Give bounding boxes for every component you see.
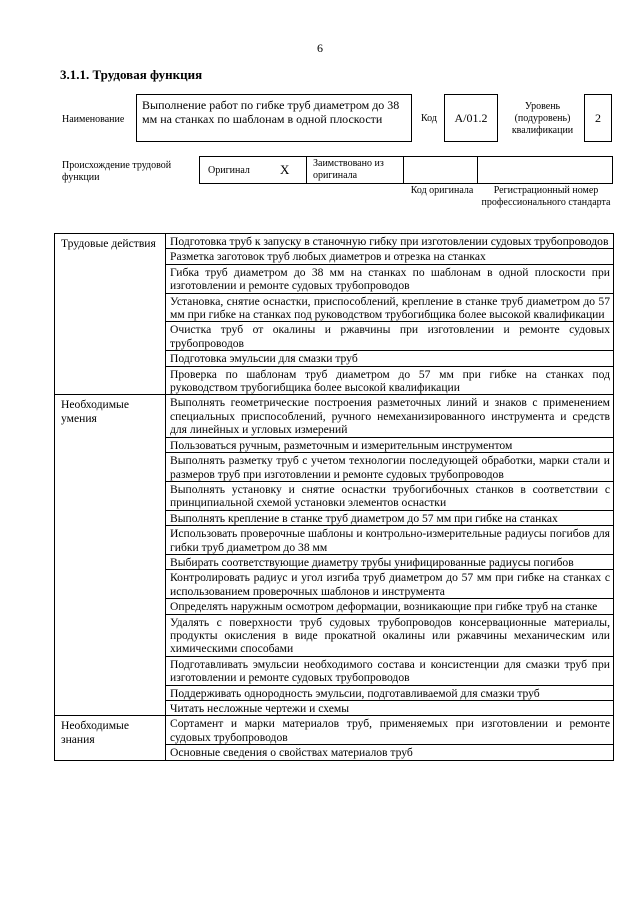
divider [306,157,307,183]
section-item: Удалять с поверхности труб судовых трубопроводов консервационные материалы, продукты окисления в виде прокатной окалины или ржавчины механическим или химическими способами [166,614,614,656]
original-mark: X [280,162,290,177]
reg-number-caption: Регистрационный номер профессионального стандарта [481,185,611,208]
section-item: Подготовка эмульсии для смазки труб [166,351,614,366]
code-value-box [444,94,498,142]
table-row [55,395,614,437]
section-item: Использовать проверочные шаблоны и контрольно-измерительные радиусы погибов для гибки труб диаметром до 38 мм [166,526,614,555]
function-name-value: Выполнение работ по гибке труб диаметром до 38 мм на станках по шаблонам в одной плоскости [142,98,400,126]
section-title: Необходимые знания [55,716,166,760]
divider [477,157,478,183]
section-item: Разметка заготовок труб любых диаметров и отрезка на станках [166,249,614,264]
section-item: Поддерживать однородность эмульсии, подготавливаемой для смазки труб [166,685,614,700]
section-item: Сортамент и марки материалов труб, применяемых при изготовлении и ремонте судовых трубопроводов [166,716,614,745]
name-label: Наименование [62,114,125,125]
origin-row [199,156,613,184]
section-item: Основные сведения о свойствах материалов труб [166,745,614,760]
level-value: 2 [595,111,601,125]
section-item: Очистка труб от окалины и ржавчины при изготовлении и ремонте судовых трубопроводов [166,322,614,351]
section-heading: 3.1.1. Трудовая функция [60,67,203,82]
table-row [55,234,614,249]
section-item: Выполнять геометрические построения разметочных линий и знаков с применением специальных приспособлений, ручного немеханизированного инструмента и средств для линейных и угловых измерений [166,395,614,437]
section-item: Выполнять крепление в станке труб диаметром до 57 мм при гибке на станках [166,510,614,525]
section-item: Гибка труб диаметром до 38 мм на станках по шаблонам в одной плоскости при изготовлении и ремонте судовых трубопроводов [166,264,614,293]
original-label: Оригинал [208,165,250,176]
page-number: 6 [317,41,323,55]
section-item: Читать несложные чертежи и схемы [166,701,614,716]
divider [403,157,404,183]
code-original-caption: Код оригинала [410,185,474,196]
section-item: Выбирать соответствующие диаметру трубы унифицированные радиусы погибов [166,554,614,569]
section-item: Выполнять установку и снятие оснастки трубогибочных станков в соответствии с принципиальной схемой установки элементов оснастки [166,481,614,510]
section-item: Проверка по шаблонам труб диаметром до 57 мм при гибке на станках под руководством трубогибщика более высокой квалификации [166,366,614,395]
section-title: Трудовые действия [55,234,166,395]
section-item: Контролировать радиус и угол изгиба труб диаметром до 57 мм при гибке на станках с использованием проверочных шаблонов и инструмента [166,570,614,599]
section-item: Подготавливать эмульсии необходимого состава и консистенции для смазки труб при изготовлении и ремонте судовых трубопроводов [166,656,614,685]
section-item: Выполнять разметку труб с учетом технологии последующей обработки, марки стали и размеров труб при изготовлении и ремонте судовых трубопроводов [166,453,614,482]
code-value: A/01.2 [454,111,488,125]
section-item: Определять наружным осмотром деформации, возникающие при гибке труб на станке [166,599,614,614]
level-label: Уровень (подуровень) квалификации [511,101,574,136]
section-item: Установка, снятие оснастки, приспособлений, крепление в станке труб диаметром до 57 мм при гибке на станках под руководством трубогибщика более высокой квалификации [166,293,614,322]
section-item: Подготовка труб к запуску в станочную гибку при изготовлении судовых трубопроводов [166,234,614,249]
level-value-box [584,94,612,142]
code-label: Код [421,113,437,124]
section-title: Необходимые умения [55,395,166,716]
section-item: Пользоваться ручным, разметочным и измерительным инструментом [166,437,614,452]
table-row [55,716,614,745]
origin-label: Происхождение трудовой функции [62,160,172,183]
borrowed-label: Заимствовано из оригинала [313,158,384,181]
function-table [54,233,614,761]
function-name-box [136,94,412,142]
